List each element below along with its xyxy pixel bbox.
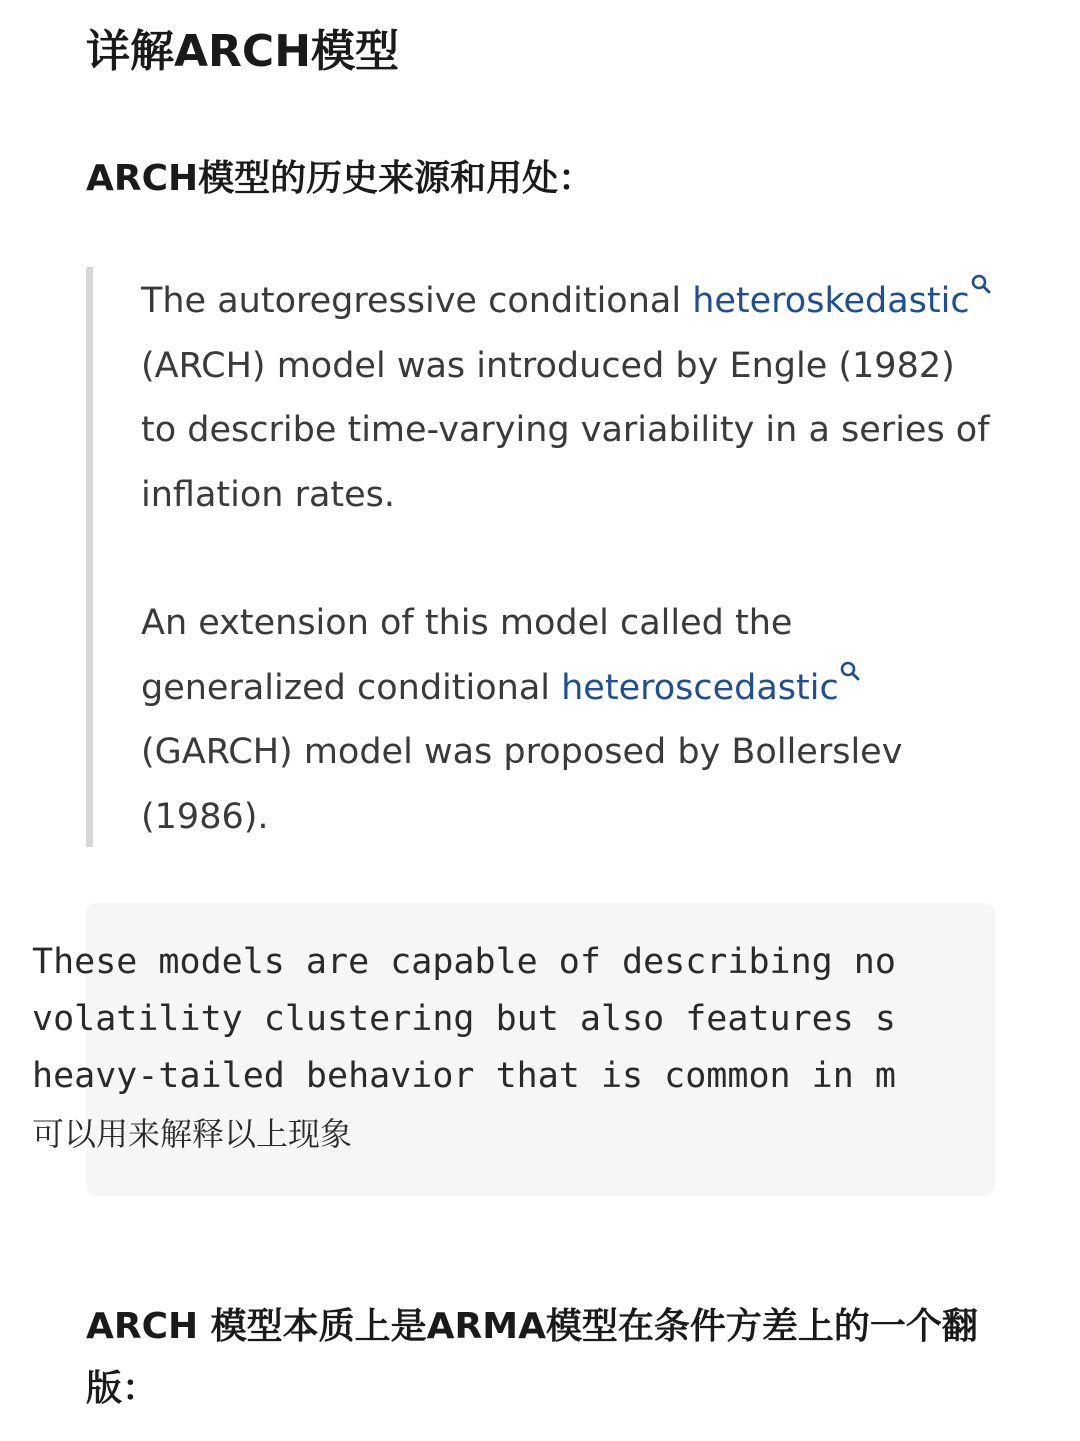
blockquote <box>86 267 996 847</box>
search-icon[interactable] <box>839 656 861 682</box>
section-heading-history: ARCH模型的历史来源和用处： <box>86 158 595 199</box>
quote-p1-text-after: (ARCH) model was introduced by Engle (1982) to describe time-varying variability in a series of inflation rates. <box>141 345 990 515</box>
page-title: 详解ARCH模型 <box>86 26 400 77</box>
quote-p2-text-before: An extension of this model called the generalized conditional <box>141 603 793 708</box>
quote-paragraph-2 <box>141 591 1001 849</box>
code-line: 可以用来解释以上现象 <box>32 1115 353 1153</box>
code-line: volatility clustering but also features s <box>32 999 896 1039</box>
quote-p2-text-after: (GARCH) model was proposed by Bollerslev (1986). <box>141 732 903 837</box>
quote-paragraph-1 <box>141 269 1001 527</box>
search-icon[interactable] <box>970 269 992 295</box>
quote-p1-text-before: The autoregressive conditional <box>141 281 693 321</box>
code-line: heavy-tailed behavior that is common in m <box>32 1056 896 1096</box>
section-heading-arch-arma: ARCH 模型本质上是ARMA模型在条件方差上的一个翻版： <box>86 1306 978 1409</box>
code-line: These models are capable of describing no <box>32 942 896 982</box>
heteroscedastic-link[interactable]: heteroscedastic <box>561 667 839 708</box>
heteroskedastic-link[interactable]: heteroskedastic <box>692 281 970 321</box>
